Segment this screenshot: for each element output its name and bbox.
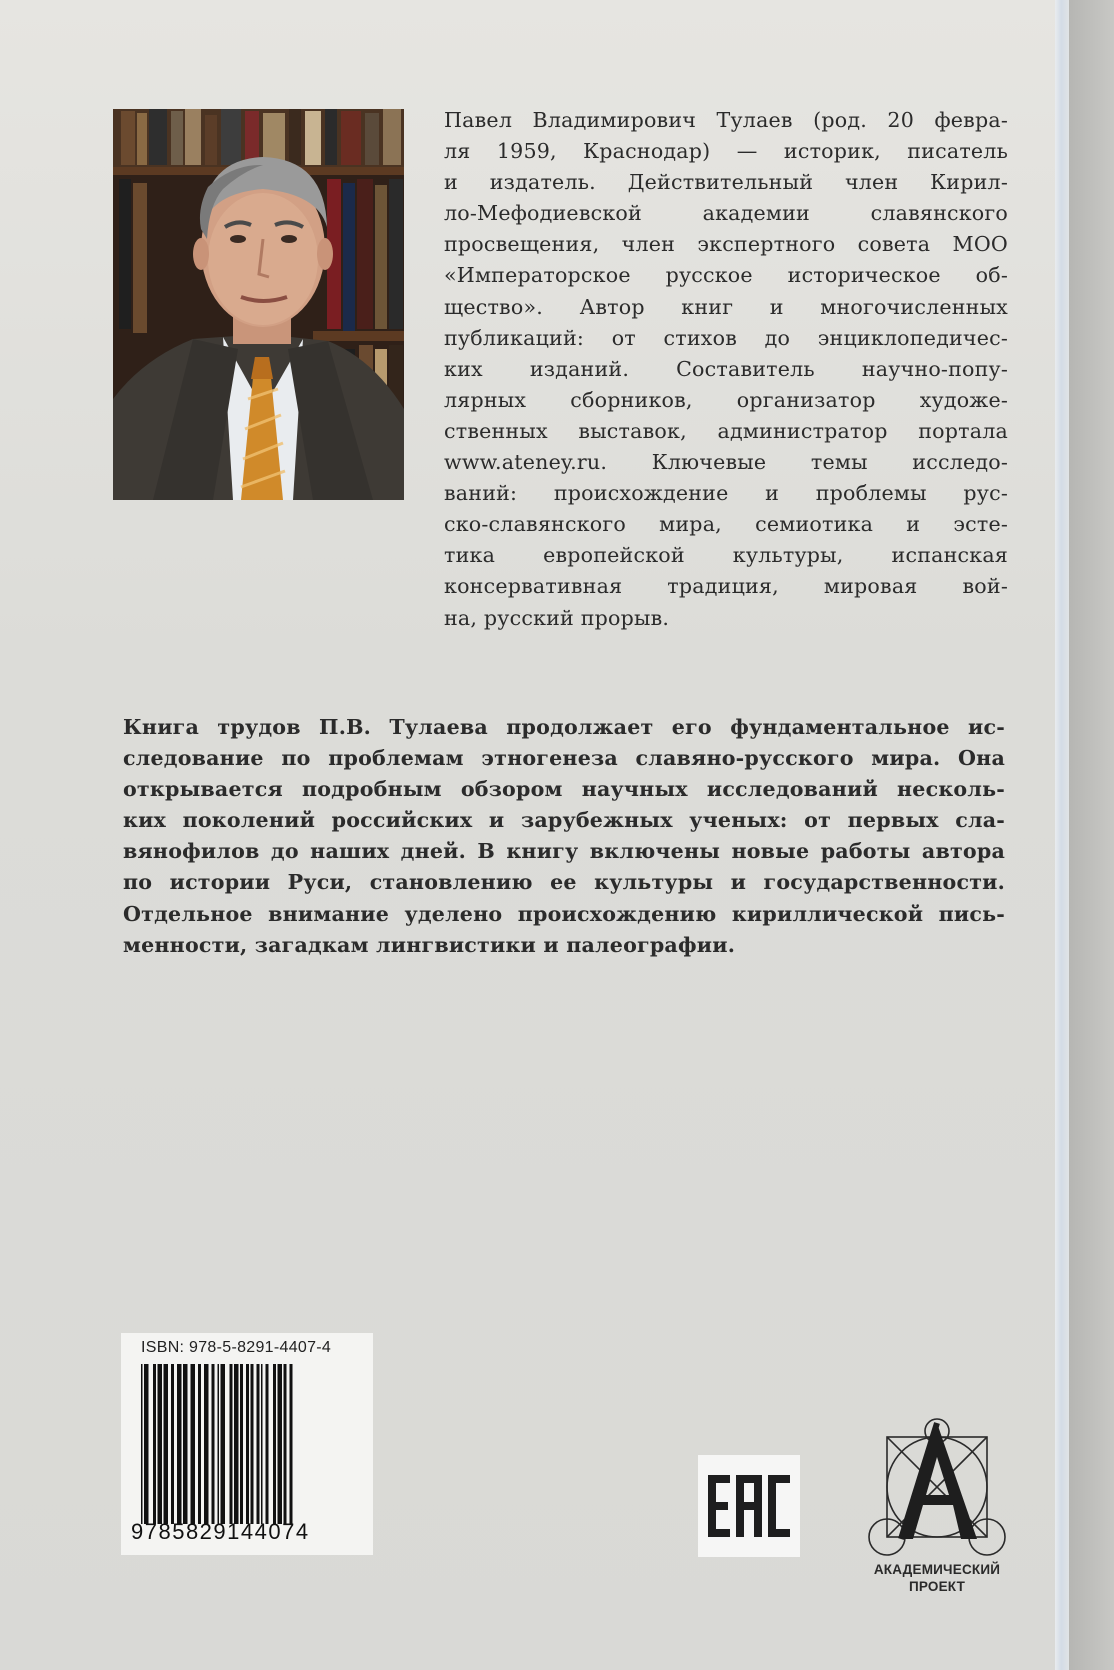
- description-line: вянофилов до наших дней. В книгу включены новые работы автора: [123, 839, 1005, 864]
- bio-line: ло-Мефодиевской академии славянского: [444, 201, 1008, 226]
- bio-line: ско-славянского мира, семиотика и эсте-: [444, 512, 1008, 537]
- publisher-a-emblem-icon: [857, 1417, 1017, 1559]
- bio-line: просвещения, член экспертного совета МОО: [444, 232, 1008, 257]
- barcode-bar: [198, 1364, 201, 1524]
- bio-line: www.ateney.ru. Ключевые темы исследо-: [444, 450, 1008, 475]
- barcode-bar: [251, 1364, 254, 1524]
- barcode-bar: [183, 1364, 188, 1524]
- barcode-bars: [141, 1364, 353, 1524]
- barcode-bar: [158, 1364, 163, 1524]
- barcode-bar: [177, 1364, 182, 1524]
- bio-line: и издатель. Действительный член Кирил-: [444, 170, 1008, 195]
- isbn-label: ISBN: 978-5-8291-4407-4: [141, 1339, 332, 1356]
- bio-line: ственных выставок, администратор портала: [444, 418, 1008, 443]
- barcode-bar: [221, 1364, 226, 1524]
- barcode-bar: [278, 1364, 283, 1524]
- barcode-bar: [290, 1364, 293, 1524]
- barcode-digits: 9785829144074: [131, 1519, 310, 1544]
- bio-line: щество». Автор книг и многочисленных: [444, 294, 1008, 319]
- bio-line: на, русский прорыв.: [444, 605, 670, 630]
- barcode-bar: [261, 1364, 263, 1524]
- barcode-bar: [284, 1364, 287, 1524]
- publisher-name-line2: ПРОЕКТ: [908, 1579, 966, 1594]
- barcode-bar: [240, 1364, 243, 1524]
- barcode-bar: [273, 1364, 276, 1524]
- barcode-bar: [153, 1364, 156, 1524]
- barcode-bar: [246, 1364, 249, 1524]
- barcode-bar: [191, 1364, 196, 1524]
- isbn-barcode: [121, 1333, 373, 1555]
- bio-line: ких изданий. Составитель научно-попу-: [444, 356, 1008, 381]
- bio-line: лярных сборников, организатор художе-: [444, 387, 1008, 412]
- author-bio: [444, 105, 1008, 634]
- barcode-bar: [257, 1364, 260, 1524]
- description-line: Отдельное внимание уделено происхождению кириллической пись-: [123, 901, 1005, 926]
- publisher-logo: [857, 1417, 1017, 1597]
- bio-line: консервативная традиция, мировая вой-: [444, 574, 1008, 599]
- description-line: по истории Руси, становлению ее культуры и государственности.: [123, 870, 1005, 895]
- bio-line: «Императорское русское историческое об-: [444, 263, 1008, 288]
- book-description: [123, 712, 1005, 961]
- eac-certification-mark: [698, 1455, 800, 1557]
- description-line: открывается подробным обзором научных исследований несколь-: [123, 777, 1005, 802]
- description-line: менности, загадкам лингвистики и палеографии.: [123, 932, 736, 957]
- author-photo: [113, 109, 404, 500]
- publisher-name-line1: АКАДЕМИЧЕСКИЙ: [873, 1562, 1001, 1577]
- barcode-bar: [266, 1364, 269, 1524]
- bio-line: публикаций: от стихов до энциклопедичес-: [444, 325, 1008, 350]
- bio-line: ваний: происхождение и проблемы рус-: [444, 481, 1008, 506]
- barcode-bar: [230, 1364, 233, 1524]
- barcode-bar: [234, 1364, 239, 1524]
- cover-edge: [1055, 0, 1069, 1670]
- barcode-bar: [212, 1364, 215, 1524]
- barcode-bar: [164, 1364, 169, 1524]
- bio-line: Павел Владимирович Тулаев (род. 20 февра-: [444, 108, 1008, 132]
- barcode-bar: [141, 1364, 143, 1524]
- description-line: следование по проблемам этногенеза славяно-русского мира. Она: [123, 746, 1005, 771]
- bio-line: тика европейской культуры, испанская: [444, 543, 1008, 568]
- bio-line: ля 1959, Краснодар) — историк, писатель: [444, 139, 1008, 164]
- barcode-bar: [218, 1364, 220, 1524]
- barcode-bar: [171, 1364, 174, 1524]
- barcode-bar: [204, 1364, 209, 1524]
- description-line: ких поколений российских и зарубежных ученых: от первых сла-: [123, 808, 1005, 833]
- barcode-bar: [144, 1364, 149, 1524]
- description-line: Книга трудов П.В. Тулаева продолжает его фундаментальное ис-: [123, 715, 1005, 739]
- page-edge: [1069, 0, 1114, 1670]
